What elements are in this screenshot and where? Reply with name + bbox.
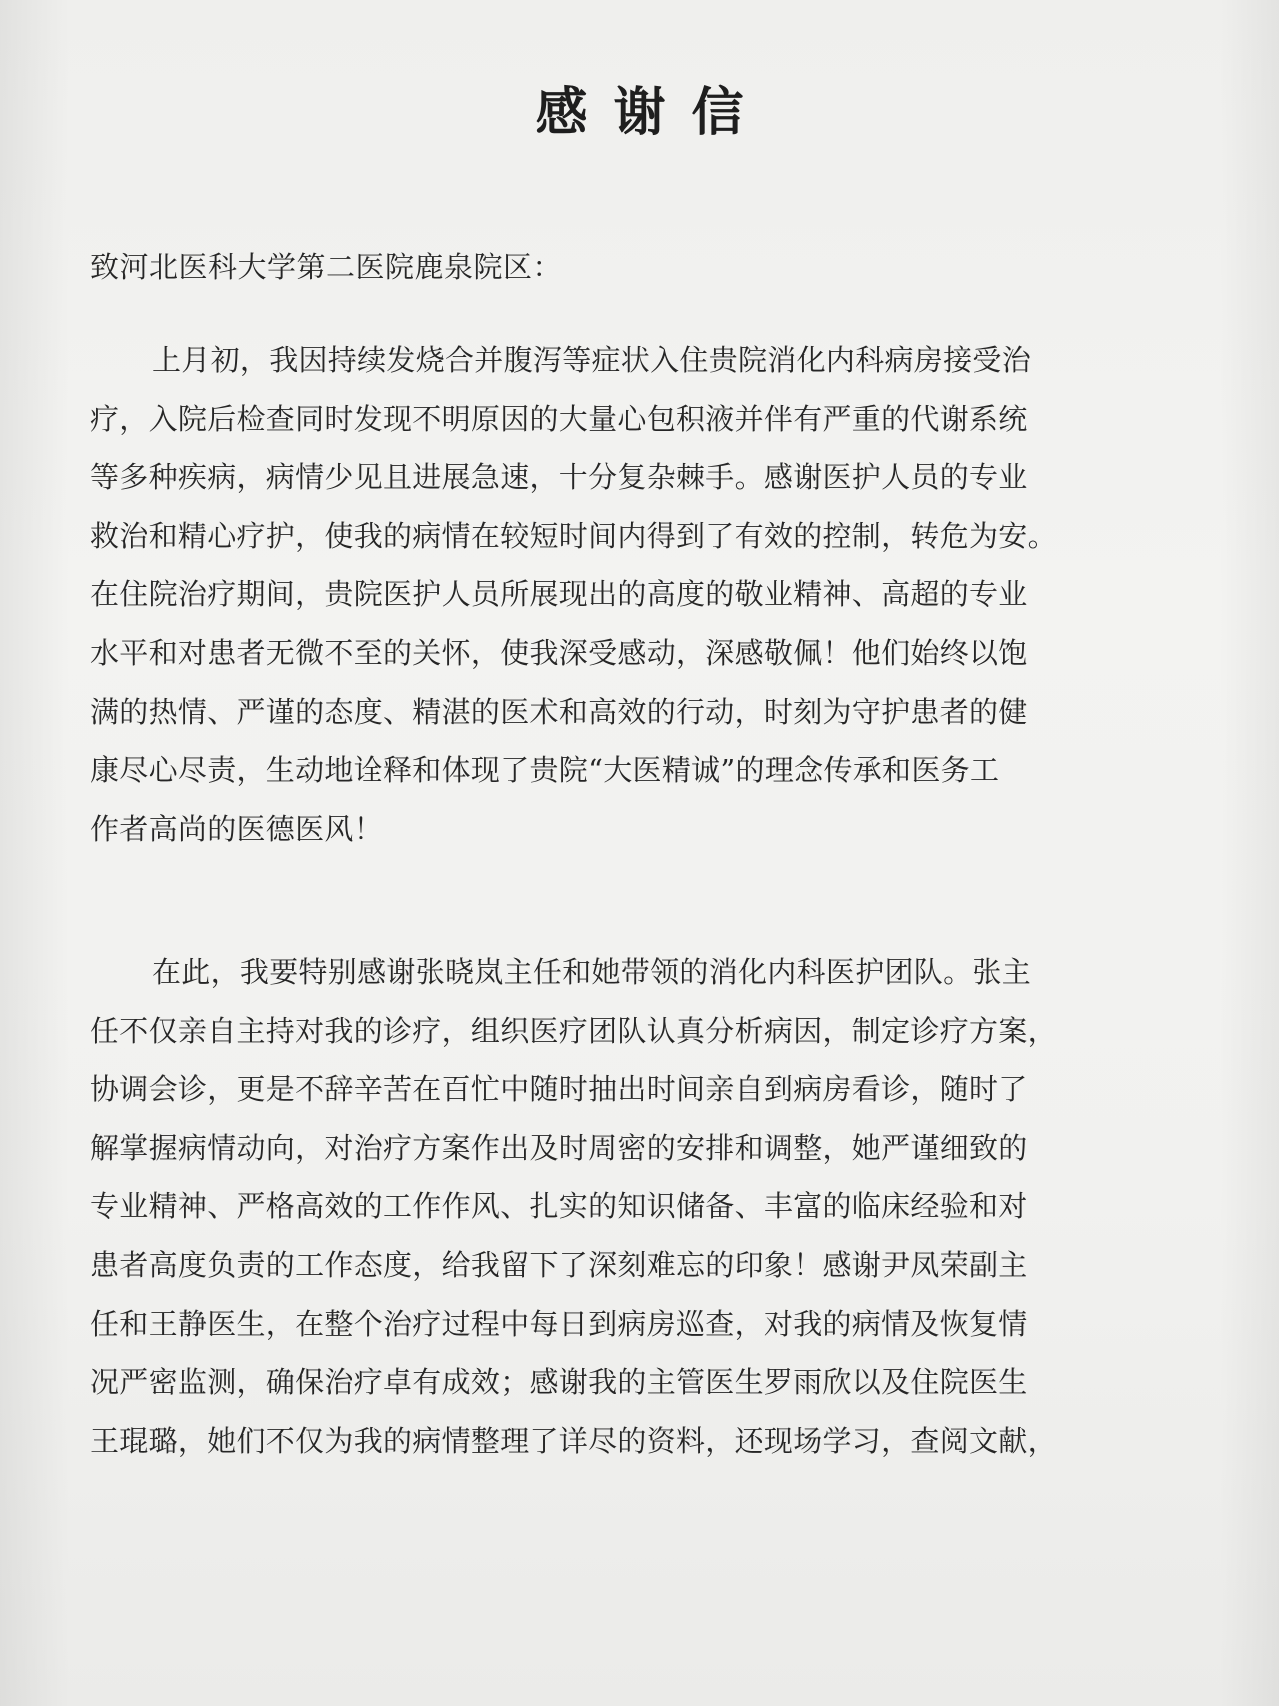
- paragraph-2: [90, 943, 1180, 1470]
- paragraph-line: 满的热情、严谨的态度、精湛的医术和高效的行动，时刻为守护患者的健: [90, 694, 1028, 729]
- paragraph-line: 患者高度负责的工作态度，给我留下了深刻难忘的印象！感谢尹凤荣副主: [90, 1247, 1028, 1282]
- paragraph-line: 康尽心尽责，生动地诠释和体现了贵院“大医精诚”的理念传承和医务工: [90, 753, 1000, 788]
- paragraph-line: 任和王静医生，在整个治疗过程中每日到病房巡查，对我的病情及恢复情: [90, 1306, 1028, 1341]
- paragraph-line: 况严密监测，确保治疗卓有成效；感谢我的主管医生罗雨欣以及住院医生: [90, 1365, 1028, 1400]
- paragraph-line: 在住院治疗期间，贵院医护人员所展现出的高度的敬业精神、高超的专业: [90, 577, 1028, 612]
- paragraph-line: 王琨璐，她们不仅为我的病情整理了详尽的资料，还现场学习，查阅文献，: [90, 1423, 1057, 1458]
- page-shadow-right: [1219, 0, 1279, 1706]
- letter-title: 感谢信: [535, 83, 770, 143]
- paragraph-1: [90, 331, 1180, 858]
- page-shadow-left: [0, 0, 70, 1706]
- paragraph-line: 在此，我要特别感谢张晓岚主任和她带领的消化内科医护团队。张主: [152, 955, 1032, 989]
- paragraph-line: 疗，入院后检查同时发现不明原因的大量心包积液并伴有严重的代谢系统: [90, 401, 1028, 436]
- paragraph-line: 作者高尚的医德医风！: [90, 811, 384, 846]
- paragraph-line: 水平和对患者无微不至的关怀，使我深受感动，深感敬佩！他们始终以饱: [90, 635, 1028, 670]
- letter-salutation: 致河北医科大学第二医院鹿泉院区：: [90, 250, 563, 284]
- paragraph-line: 解掌握病情动向，对治疗方案作出及时周密的安排和调整，她严谨细致的: [90, 1130, 1028, 1165]
- paragraph-line: 上月初，我因持续发烧合并腹泻等症状入住贵院消化内科病房接受治: [152, 343, 1032, 377]
- paragraph-line: 协调会诊，更是不辞辛苦在百忙中随时抽出时间亲自到病房看诊，随时了: [90, 1072, 1028, 1107]
- paragraph-line: 任不仅亲自主持对我的诊疗，组织医疗团队认真分析病因，制定诊疗方案，: [90, 1013, 1057, 1048]
- paragraph-line: 救治和精心疗护，使我的病情在较短时间内得到了有效的控制，转危为安。: [90, 518, 1057, 553]
- paragraph-line: 专业精神、严格高效的工作作风、扎实的知识储备、丰富的临床经验和对: [90, 1189, 1028, 1224]
- paragraph-line: 等多种疾病，病情少见且进展急速，十分复杂棘手。感谢医护人员的专业: [90, 460, 1028, 495]
